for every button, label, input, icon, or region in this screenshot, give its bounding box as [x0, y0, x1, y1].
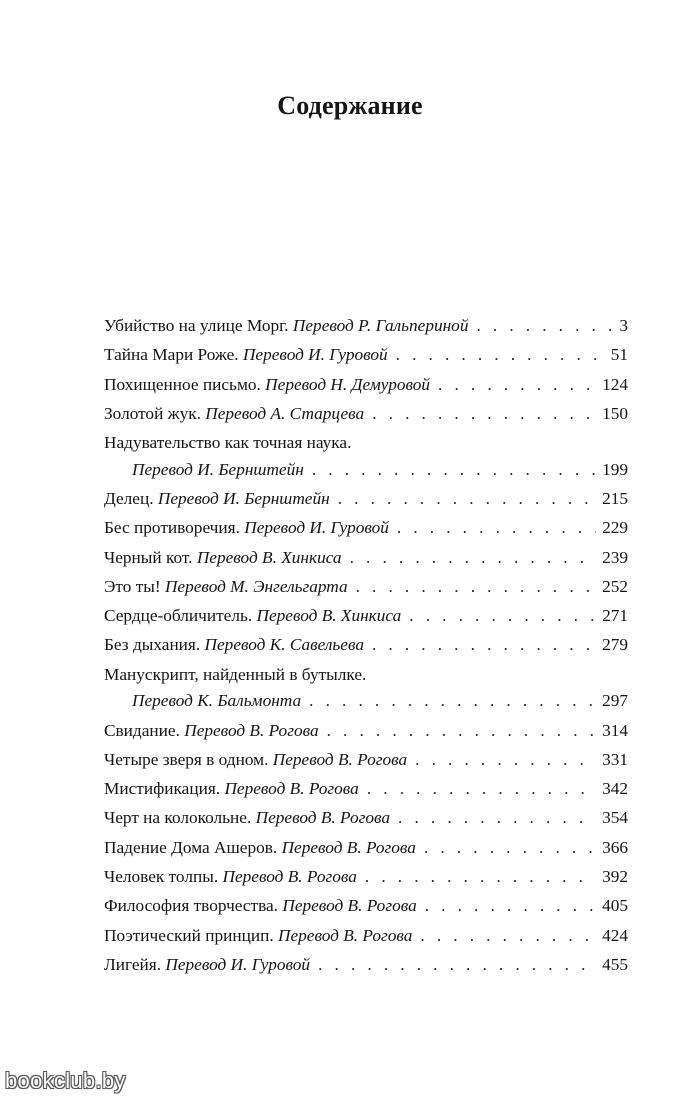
entry-page: 455 [602, 954, 628, 974]
toc-entry-title-line[interactable] [104, 665, 628, 692]
entry-page: 314 [602, 720, 628, 740]
leader-dots [318, 955, 596, 975]
entry-page: 3 [619, 316, 628, 335]
toc-entry-continuation[interactable] [104, 460, 628, 489]
toc-entry[interactable] [104, 896, 628, 925]
toc-entry[interactable] [104, 316, 628, 345]
leader-dots [397, 518, 596, 538]
watermark: bookclub.by [5, 1068, 126, 1093]
entry-translator: Перевод М. Энгельгарта [164, 576, 348, 596]
leader-dots [398, 808, 596, 828]
leader-dots [367, 779, 596, 799]
page-title: Содержание [277, 91, 423, 120]
entry-page: 279 [602, 635, 628, 655]
entry-translator: Перевод И. Гуровой [165, 954, 311, 974]
leader-dots [396, 345, 605, 365]
entry-title: Делец. [104, 488, 154, 508]
leader-dots [476, 316, 613, 336]
entry-title: Похищенное письмо. [104, 374, 261, 394]
entry-translator: Перевод В. Рогова [272, 749, 408, 769]
leader-dots [350, 548, 597, 568]
entry-page: 199 [602, 459, 628, 479]
entry-translator: Перевод В. Рогова [278, 925, 413, 945]
entry-title: Падение Дома Ашеров. [104, 837, 278, 857]
entry-title: Четыре зверя в одном. [104, 749, 269, 769]
leader-dots [356, 577, 596, 597]
entry-translator: Перевод В. Рогова [224, 779, 359, 799]
entry-title: Это ты! [104, 576, 161, 596]
table-of-contents [104, 316, 628, 984]
entry-translator: Перевод В. Хинкиса [256, 606, 402, 626]
entry-page: 331 [602, 749, 628, 769]
entry-page: 297 [602, 691, 628, 711]
entry-title: Свидание. [104, 720, 180, 740]
entry-page: 342 [602, 779, 628, 799]
entry-page: 239 [602, 547, 628, 567]
entry-page: 150 [602, 403, 628, 423]
entry-translator: Перевод В. Хинкиса [196, 547, 342, 567]
toc-entry[interactable] [104, 375, 628, 404]
toc-entry[interactable] [104, 345, 628, 374]
leader-dots [372, 404, 596, 424]
leader-dots [309, 691, 596, 711]
entry-title: Бес противоречия. [104, 518, 240, 538]
entry-title: Мистификация. [104, 779, 221, 799]
leader-dots [409, 606, 596, 626]
toc-entry[interactable] [104, 750, 628, 779]
entry-title: Черный кот. [104, 547, 193, 567]
toc-entry[interactable] [104, 926, 628, 955]
leader-dots [415, 750, 596, 770]
entry-title: Тайна Мари Роже. [104, 345, 239, 365]
toc-entry[interactable] [104, 955, 628, 984]
entry-title: Философия творчества. [104, 896, 279, 916]
leader-dots [438, 375, 596, 395]
entry-page: 215 [602, 488, 628, 508]
entry-translator: Перевод В. Рогова [184, 720, 319, 740]
entry-title: Надувательство как точная наука. [104, 433, 352, 453]
entry-translator: Перевод И. Бернштейн [132, 459, 304, 479]
entry-page: 271 [602, 606, 628, 626]
toc-entry[interactable] [104, 606, 628, 635]
entry-translator: Перевод В. Рогова [282, 896, 417, 916]
entry-title: Сердце-обличитель. [104, 606, 253, 626]
leader-dots [365, 867, 596, 887]
entry-page: 124 [602, 374, 628, 394]
leader-dots [420, 926, 596, 946]
entry-translator: Перевод К. Савельева [204, 635, 364, 655]
entry-page: 424 [602, 925, 628, 945]
entry-title: Лигейя. [104, 954, 162, 974]
toc-entry[interactable] [104, 838, 628, 867]
entry-page: 229 [602, 518, 628, 538]
leader-dots [424, 838, 596, 858]
entry-translator: Перевод И. Гуровой [242, 345, 388, 365]
entry-page: 392 [602, 867, 628, 887]
entry-translator: Перевод В. Рогова [255, 808, 391, 828]
entry-title: Поэтический принцип. [104, 925, 274, 945]
leader-dots [327, 721, 596, 741]
toc-entry[interactable] [104, 635, 628, 664]
leader-dots [312, 460, 596, 480]
entry-page: 51 [610, 345, 628, 365]
toc-entry[interactable] [104, 489, 628, 518]
entry-translator: Перевод К. Бальмонта [132, 691, 302, 711]
entry-title: Золотой жук. [104, 403, 201, 423]
toc-entry[interactable] [104, 518, 628, 547]
entry-translator: Перевод В. Рогова [281, 837, 416, 857]
entry-page: 354 [602, 808, 628, 828]
entry-translator: Перевод И. Бернштейн [157, 488, 330, 508]
leader-dots [372, 635, 596, 655]
toc-entry[interactable] [104, 808, 628, 837]
entry-page: 366 [602, 837, 628, 857]
entry-translator: Перевод В. Рогова [222, 867, 357, 887]
toc-entry-title-line[interactable] [104, 433, 628, 460]
entry-page: 405 [602, 896, 628, 916]
entry-translator: Перевод И. Гуровой [244, 518, 389, 538]
toc-entry[interactable] [104, 404, 628, 433]
entry-page: 252 [602, 576, 628, 596]
toc-entry-continuation[interactable] [104, 691, 628, 720]
toc-entry[interactable] [104, 779, 628, 808]
entry-translator: Перевод А. Старцева [205, 403, 365, 423]
entry-title: Убийство на улице Морг. [104, 316, 289, 335]
entry-title: Человек толпы. [104, 867, 219, 887]
toc-entry[interactable] [104, 721, 628, 750]
leader-dots [338, 489, 596, 509]
toc-entry[interactable] [104, 867, 628, 896]
entry-title: Манускрипт, найденный в бутылке. [104, 664, 367, 684]
entry-title: Без дыхания. [104, 635, 201, 655]
entry-translator: Перевод Р. Гальпериной [292, 316, 469, 335]
leader-dots [425, 896, 596, 916]
toc-entry[interactable] [104, 548, 628, 577]
entry-title: Черт на колокольне. [104, 808, 252, 828]
entry-translator: Перевод Н. Демуровой [265, 374, 431, 394]
toc-entry[interactable] [104, 577, 628, 606]
